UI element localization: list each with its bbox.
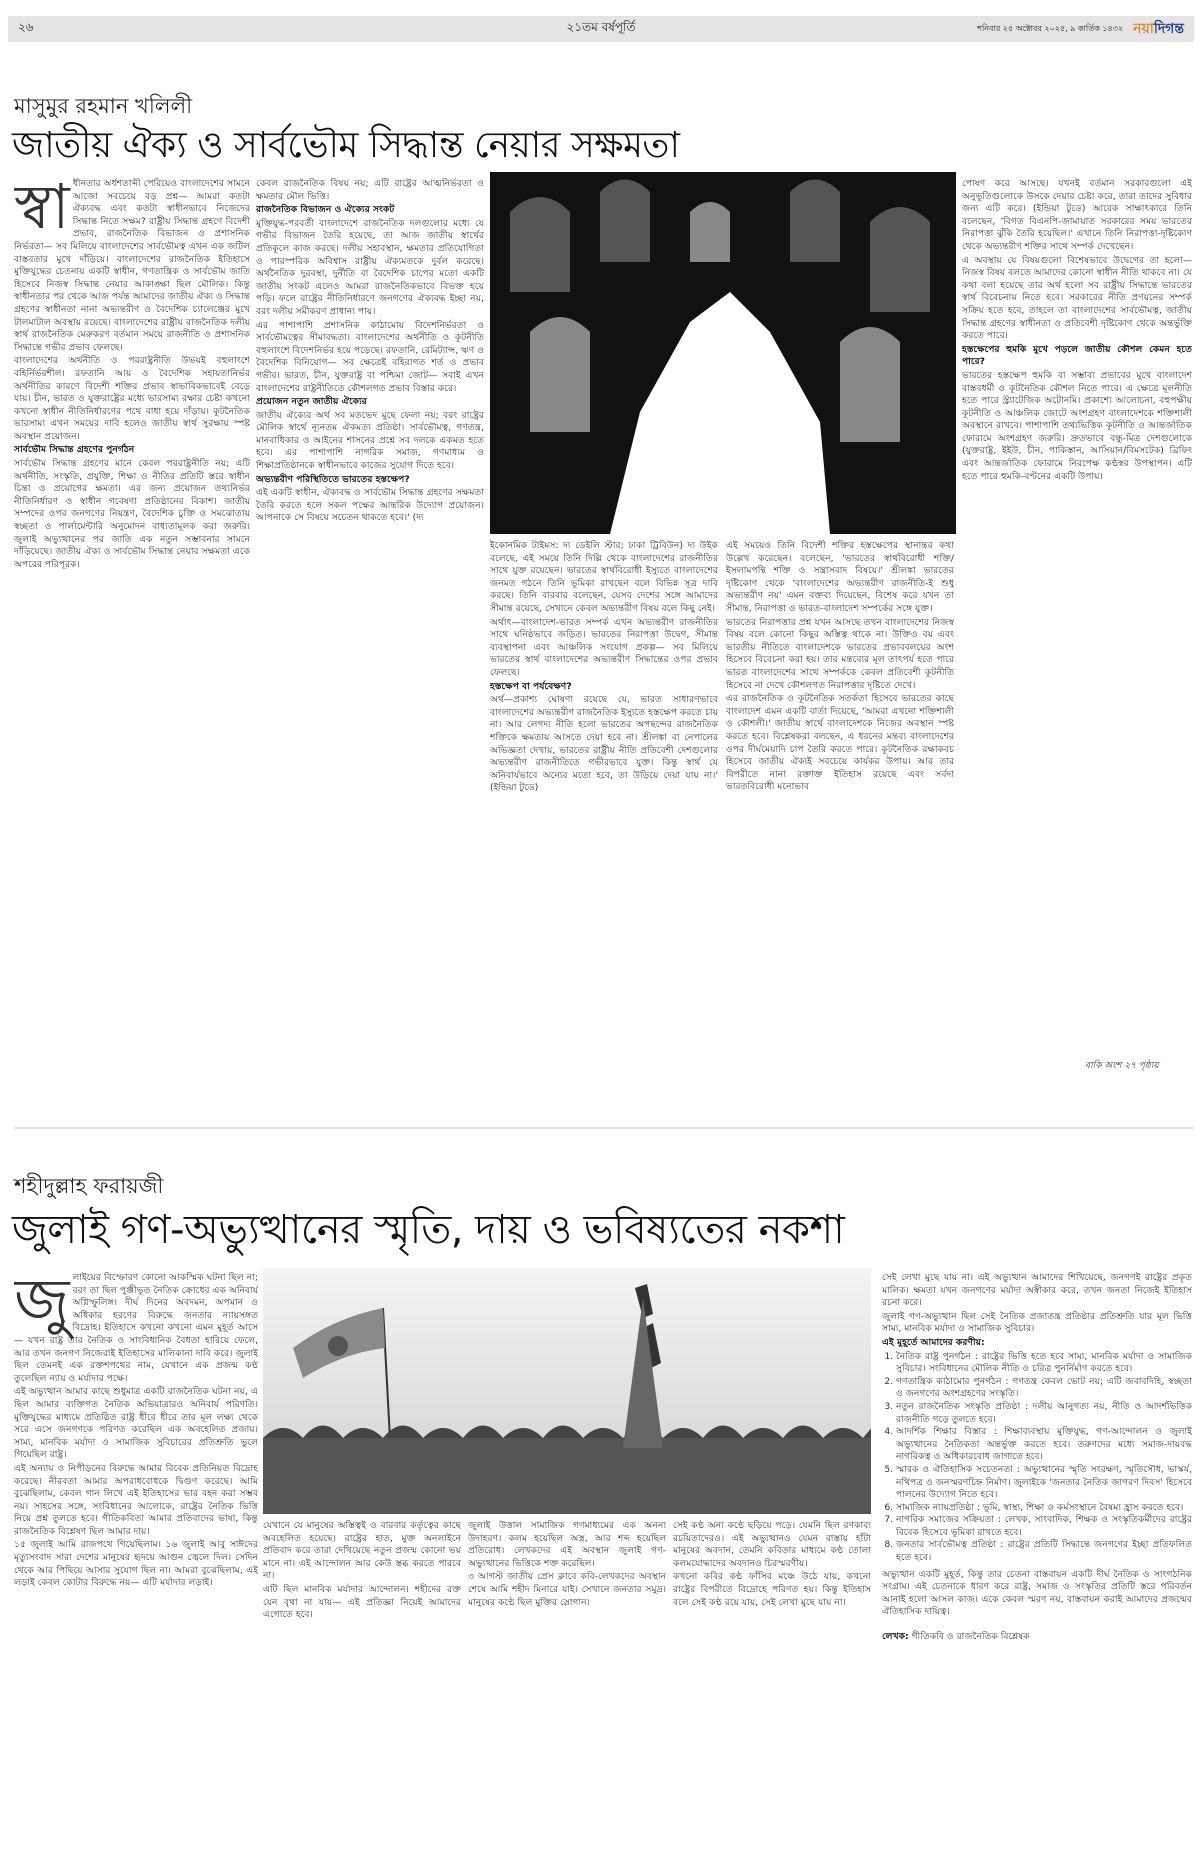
page-number: ২৬: [18, 20, 34, 34]
paragraph: এই অন্যায় ও নিপীড়নের বিরুদ্ধে আমার বিবেক প্রতিনিয়ত বিদ্রোহ করেছে। নীরবতা আমার অপরাধবোধকে দ্বিগুণ করেছে। আমি বুঝেছিলাম, কেবল গান লিখে এই ইতিহাসের ভার বহন করা সম্ভব নয়। সাহসের সঙ্গে, সংবিধানের আলোকে, রাষ্ট্রের নৈতিক ভিত্তি নিয়ে প্রশ্ন তুলতে হবে। গীতিকবিতা আমার প্রতিবাদের ভাষা, কিন্তু রাজনৈতিক বিশ্লেষণ ছিল আমার দায়।: [14, 1462, 258, 1537]
paragraph: অর্থ—প্রকাশ্য ঘোষণা রয়েছে যে, ভারত সাধারণভাবে বাংলাদেশের অভ্যন্তরীণ রাজনৈতিক ইস্যুতে হস্তক্ষেপ করতে চায় না। আর লেগদ্য নীতি হলো ভারতের অপছন্দের রাজনৈতিক শক্তিকে ক্ষমতায় আসতে দেয়া হবে না। শ্রীলঙ্কা বা নেপালের অভিজ্ঞতা দেখায়, ভারতের রাষ্ট্রীয় নীতি প্রতিবেশী দেশগুলোর অভ্যন্তরীণ রাজনীতিতে গভীরভাবে যুক্ত। কিন্তু স্বার্থ যে অনিবার্যভাবে অন্যের মতো হবে, তা উড়িয়ে দেয়া যায় না।' (ইন্ডিয়া টুডে): [490, 694, 718, 794]
paragraph: এই একটি স্বাধীন, ঐক্যবদ্ধ ও সার্বভৌম সিদ্ধান্ত গ্রহণের সক্ষমতা তৈরি করতে হলে সকল পক্ষের আন্তরিক উদ্যোগ প্রয়োজন। আপনাকে সে বিষয়ে সচেতন থাকতে হবে।' (দ্য: [256, 487, 484, 524]
paragraph: অর্থাৎ—বাংলাদেশ-ভারত সম্পর্ক এখন অভ্যন্তরীণ রাজনীতির সাথে ঘনিষ্ঠভাবে জড়িত। ভারতের নিরাপত্তা উদ্বেগ, সীমান্ত ব্যবস্থাপনা এবং আঞ্চলিক সংযোগ প্রকল্প— সব মিলিয়ে ভারতের স্বার্থ বাংলাদেশের অভ্যন্তরীণ সিদ্ধান্তের ওপর প্রভাব ফেলছে।: [490, 616, 718, 678]
subheading: অভ্যন্তরীণ পরিস্থিতিতে ভারতের হস্তক্ষেপ?: [256, 473, 410, 485]
paragraph: সার্বভৌম সিদ্ধান্ত গ্রহণের মানে কেবল পররাষ্ট্রনীতি নয়; এটি অর্থনীতি, সংস্কৃতি, প্রযুক্তি, শিক্ষা ও নীতির প্রতিটি স্তরে স্বাধীন চিন্তা ও প্রয়োগের ক্ষমতা। এর জন্য প্রয়োজন তথ্যনির্ভর নীতিনির্ধারণ ও স্বাধীন গবেষণা প্রতিষ্ঠানের বিকাশ। জাতীয় সম্পদের ওপর জনগণের নিয়ন্ত্রণ, বৈদেশিক চুক্তি ও সমঝোতায় স্বচ্ছতা ও পার্লামেন্টারি অনুমোদন বাধ্যতামূলক করা জরুরি। জুলাই অভ্যুত্থানের পর জাতি এক নতুন সম্ভাবনার সামনে দাঁড়িয়েছে। জাতীয় ঐক্য ও সার্বভৌম সিদ্ধান্ত নেয়ার সক্ষমতা একে অপরের পরিপূরক।: [14, 458, 250, 570]
author-note: লেখক: গীতিকবি ও রাজনৈতিক বিশ্লেষক: [882, 1631, 1030, 1643]
article2-col3: [468, 1520, 666, 1852]
subheading: সার্বভৌম সিদ্ধান্ত গ্রহণের পুনর্গঠন: [14, 444, 135, 456]
paragraph: ধীনতার অর্ধশতাব্দী পেরিয়েও বাংলাদেশের সামনে আজো সবচেয়ে বড় প্রশ্ন— আমরা কতটা ঐক্যবদ্ধ এবং কতটা স্বাধীনভাবে নিজেদের সিদ্ধান্ত নিতে সক্ষম? রাষ্ট্রীয় সিদ্ধান্ত গ্রহণে বিদেশী প্রভাব, রাজনৈতিক বিভাজন ও প্রশাসনিক নির্ভরতা— সব মিলিয়ে বাংলাদেশের সার্বভৌমত্ব এখন এক জটিল বাস্তবতার মুখে দাঁড়িয়ে। বাংলাদেশের রাজনৈতিক ইতিহাসে মুক্তিযুদ্ধের চেতনায় একটি স্বাধীন, গণতান্ত্রিক ও সার্বভৌম জাতি হিসেবে নিজস্ব সিদ্ধান্ত নেয়ার আকাঙ্ক্ষা ছিল মৌলিক। কিন্তু স্বাধীনতার পর থেকে আজ পর্যন্ত আমাদের জাতীয় ঐক্য ও সিদ্ধান্ত গ্রহণের স্বাধীনতা নানা অভ্যন্তরীণ ও বৈদেশিক চ্যালেঞ্জের মুখে টালমাটাল অবস্থায় রয়েছে। বাংলাদেশের রাষ্ট্রীয় রাজনৈতিক দলীয় স্বার্থ রাজনৈতিক মেরুকরণ বর্তমান সময়ে রাজনীতি ও প্রশাসনিক সিদ্ধান্তে গভীর প্রভাব ফেলছে।: [14, 178, 250, 353]
paragraph: এর পাশাপাশি প্রশাসনিক কাঠামোয় বিদেশনির্ভরতা ও সার্বভৌমত্বের সীমাবদ্ধতা। বাংলাদেশের অর্থনীতি ও কূটনীতি বহুলাংশে বিদেশনির্ভর হয়ে পড়েছে। রফতানি, রেমিট্যান্স, ঋণ ও বৈদেশিক বিনিয়োগ— সব ক্ষেত্রেই বহিরাগত শর্ত ও প্রভাব গভীর। ভারত, চীন, যুক্তরাষ্ট্র বা পশ্চিমা জোট— সবাই এখন বাংলাদেশের রাষ্ট্রনীতিতে কৌশলগত প্রভাব বিস্তার করে।: [256, 319, 484, 394]
action-item: 3. নতুন রাজনৈতিক সংস্কৃতি প্রতিষ্ঠা : দলীয় আনুগত্য নয়, নীতি ও আদর্শভিত্তিক রাজনীতি গড়ে তুলতে হবে।: [896, 1401, 1192, 1426]
article1-title: জাতীয় ঐক্য ও সার্বভৌম সিদ্ধান্ত নেয়ার সক্ষমতা: [12, 125, 680, 166]
paragraph: লাইয়ের বিস্ফোরণ কোনো আকস্মিক ঘটনা ছিল না; বরং তা ছিল পুঞ্জীভূত নৈতিক ক্রোধের এক অনিবার্য অগ্নিস্ফুলিঙ্গ। দীর্ঘ দিনের অবদমন, অপমান ও অধিকার হরণের বিরুদ্ধে জনতার ন্যায়সঙ্গত বিদ্রোহ। ইতিহাসে কখনো কখনো এমন মুহূর্ত আসে— যখন রাষ্ট্র তার নৈতিক ও সাংবিধানিক বৈধতা হারিয়ে ফেলে, আর তখন জনগণ নিজেরাই ইতিহাসের মালিকানা দাবি করে। জুলাই ছিল তেমনই এক রক্তশপথের নাম, যেখানে এক প্রজন্ম কণ্ঠ তুলেছিল ন্যায় ও মর্যাদার পক্ষে।: [14, 1272, 258, 1384]
action-item: 2. গণতান্ত্রিক কাঠামোর পুনর্গঠন : গণতন্ত্র কেবল ভোট নয়; এটি জবাবদিহি, স্বচ্ছতা ও জনগণের অংশগ্রহণের সংস্কৃতি।: [896, 1376, 1192, 1401]
article1-author: মাসুমুর রহমান খলিলী: [14, 94, 193, 118]
paragraph: ৩ আগস্ট জাতীয় প্রেস ক্লাবে কবি-লেখকদের অবস্থান শেষে আমি শহীদ মিনারে যাই। সেখানে জনতার সমুদ্র। মানুষের কণ্ঠে ছিল মুক্তির স্লোগান।: [468, 1571, 666, 1608]
paragraph: এ অবস্থায় যে বিষয়গুলো বিশেষভাবে উদ্বেগের তা হলো— নিজস্ব বিষয় বলতে আমাদের কোনো স্বাধীন নীতি থাকবে না। যে কথা বলা হয়েছে তার অর্থ হলো সব রাষ্ট্রীয় সিদ্ধান্তে ভারতের স্বার্থ বিবেচনায় নিতে হবে। সরকারের নীতি প্রণয়নের সম্পর্ক সক্রিয় হতে হবে, তাহলে তা বাংলাদেশের সার্বভৌমত্ব, জাতীয় সিদ্ধান্ত গ্রহণের স্বাধীনতা ও প্রতিবেশী দৃষ্টিকোণ থেকে অন্তর্ভুক্তি করতে পারে।: [962, 254, 1192, 342]
paragraph: যেখানে যে মানুষের অস্তিত্বই ও বারবার কর্তৃত্বের কাছে অবহেলিত হয়েছে। রাষ্ট্রের হাত, মুক্ত অনলাইনে প্রতিবাদ করে তারা দেখিয়েছে নতুন প্রজন্ম কোনো ভয় মানে না। এই আন্দোলন আর কেউ স্তব্ধ করতে পারবে না।: [263, 1520, 461, 1582]
action-item: 6. সামাজিক ন্যায়প্রতিষ্ঠা : ভূমি, স্বাস্থ্য, শিক্ষা ও কর্মসংস্থানে বৈষম্য হ্রাস করতে হবে।: [896, 1502, 1192, 1515]
action-list: [882, 1351, 1192, 1565]
article2-col5: [882, 1272, 1192, 1862]
paragraph: এই অভ্যুত্থান আমার কাছে শুধুমাত্র একটি রাজনৈতিক ঘটনা নয়, এ ছিল আমার ব্যক্তিগত নৈতিক অভিযাত্রারও অনিবার্য পরিণতি। মুক্তিযুদ্ধের মাধ্যমে প্রতিষ্ঠিত রাষ্ট্র ধীরে ধীরে তার মূল লক্ষ্য থেকে সরে এসে জনগণকে পরিণত করেছিল এক অবহেলিত প্রজায়। সাম্য, মানবিক মর্যাদা ও সামাজিক সুবিচারের প্রতিশ্রুতি ভুলে গিয়েছিল রাষ্ট্র।: [14, 1386, 258, 1461]
article1-col2: [256, 178, 484, 1058]
article1-col4: [726, 540, 954, 1060]
action-item: 4. আদর্শিক শিক্ষার বিস্তার : শিক্ষাব্যবস্থায় মুক্তিযুদ্ধ, গণ-আন্দোলন ও জুলাই অভ্যুত্থানের নৈতিকতা অন্তর্ভুক্ত করতে হবে। তরুণদের মধ্যে সমাজ-দায়বদ্ধ নাগরিকত্ব ও অধিকারবোধ জাগাতে হবে।: [896, 1426, 1192, 1464]
paragraph: জুলাই উত্তাল সামাজিক গণমাধ্যমের এক অনন্য উদাহরণ। কলম হয়েছিল অস্ত্র, আর শব্দ হয়েছিল প্রতিরোধ। লেখকদের এই অবস্থান জুলাই গণ-অভ্যুত্থানের ভিত্তিকে শক্ত করেছিল।: [468, 1520, 666, 1569]
paragraph: বাংলাদেশের অর্থনীতি ও পররাষ্ট্রনীতি উভয়ই বহুলাংশে বহির্নির্ভরশীল। রফতানি আয় ও বৈদেশিক সহায়তানির্ভর অর্থনীতির কারণে বিদেশী শক্তির প্রভাব স্বাভাবিকভাবেই বেড়ে যায়। চীন, ভারত ও যুক্তরাষ্ট্রের মধ্যে ভারসাম্য রক্ষার চেষ্টা কখনো কখনো স্বাধীন নীতিনির্ধারণের পথে বাধা হয়ে দাঁড়ায়। কূটনৈতিক ভারসাম্য এখন সময়ের দাবি হলেও জাতীয় স্বার্থ সুরক্ষায় স্পষ্ট অবস্থান প্রয়োজন।: [14, 355, 250, 442]
article1-col1: [14, 178, 250, 1058]
paragraph: এর রাজনৈতিক ও কূটনৈতিক সতর্কতা হিসেবে ভারতের কাছে বাংলাদেশ এমন একটি বার্তা দিয়েছে, 'আমরা এখনো শক্তিশালী ও কৌশলী।' জাতীয় স্বার্থে বাংলাদেশকে নিজের অবস্থান স্পষ্ট করতে হবে। বিশ্লেষকরা বলছেন, এ ধরনের মন্তব্য বাংলাদেশের ওপর দীর্ঘমেয়াদি চাপ তৈরি করতে পারে। কূটনৈতিক রক্ষাকবচ হিসেবে জাতীয় ঐক্যই সবচেয়ে কার্যকর উপায়। আর তার বিপরীতে নানা রক্তাক্ত ইতিহাস রয়েছে এবং সর্বদা ভারতবিরোধী মনোভাব: [726, 693, 954, 793]
action-item: 1. নৈতিক রাষ্ট্র পুনর্গঠন : রাষ্ট্রের ভিত্তি হতে হবে সাম্য, মানবিক মর্যাদা ও সামাজিক সুবিচার। সংবিধানের মৌলিক নীতি ও চরিত্র পুনর্নির্মাণ করতে হবে।: [896, 1351, 1192, 1376]
paragraph: ভারতের হস্তক্ষেপ হুমকি বা সম্ভাব্য প্রভাবের মুখে বাংলাদেশ বাস্তবধর্মী ও কূটনৈতিক কৌশল নিতে পারে। এ ক্ষেত্রে মূলনীতি হতে পারে স্ট্র্যাটেজিক অটোনমি। প্রকাশ্যে আলোচনা, বহুপক্ষীয় কূটনীতি ও আঞ্চলিক জোটে অংশগ্রহণ বাংলাদেশকে শক্তিশালী অবস্থানে রাখবে। পাশাপাশি তথ্যভিত্তিক কূটনীতি ও আন্তর্জাতিক ফোরামে অংশগ্রহণ জরুরি। দ্রুতভাবে বন্ধু-মিত্র দেশগুলোকে (যুক্তরাষ্ট্র, ইইউ, চীন, পাকিস্তান, আসিয়ান/বিমসটেক) ব্রিফিং এবং আন্তর্জাতিক ফোরামে নিরপেক্ষ কণ্ঠস্বর উপস্থাপন। এটি হতে পারে হুমকি-বণ্টনের একটি উপায়।: [962, 369, 1192, 482]
article2-col4: [673, 1520, 871, 1852]
article1-illustration: [490, 172, 956, 534]
article2-author: শহীদুল্লাহ ফরায়জী: [14, 1174, 164, 1198]
subheading: হস্তক্ষেপের হুমকি মুখে পড়লে জাতীয় কৌশল কেমন হতে পারে?: [962, 343, 1192, 368]
paragraph: জুলাই গণ-অভ্যুত্থান ছিল সেই নৈতিক প্রজাতন্ত্র প্রতিষ্ঠার প্রতিশ্রুতি যার মূল ভিত্তি সাম্য, মানবিক মর্যাদা ও সামাজিক সুবিচার।: [882, 1310, 1192, 1335]
article1-col5: [962, 178, 1192, 1048]
paragraph: ভারতের নিরাপত্তার প্রশ্ন যখন আসছে তখন বাংলাদেশের নিজস্ব বিষয় বলে কোনো কিছুর অস্তিত্ব থাকে না। উক্তিও বয় এবং ভারতীয় নীতিতে বাংলাদেশকে ভারতের প্রভাববলয়ের অংশ হিসেবে বিবেচনা করা হয়। তার মন্তব্যের মূল তাৎপর্য হতে পারে ভারত বাংলাদেশের সাথে সম্পর্ককে কেবল প্রতিবেশী কূটনীতি হিসেবে না দেখে কৌশলগত নিরাপত্তার দৃষ্টিতে দেখে।: [726, 616, 954, 691]
paragraph: এটি ছিল মানবিক মর্যাদার আন্দোলন। শহীদের রক্ত যেন বৃথা না যায়— এই প্রতিজ্ঞা নিয়েই আমাদের এগোতে হবে।: [263, 1583, 461, 1621]
newspaper-logo: নয়াদিগন্ত: [1133, 21, 1184, 37]
article2-title: জুলাই গণ-অভ্যুত্থানের স্মৃতি, দায় ও ভবিষ্যতের নকশা: [12, 1207, 845, 1253]
section-title: ২১তম বর্ষপূর্তি: [566, 20, 636, 34]
section-divider: [14, 1127, 1194, 1129]
paragraph: পোষণ করে আসছে। যখনই বর্তমান সরকারগুলো এই অনুভূতিগুলোকে উসকে দেয়ার চেষ্টা করে, তারা তাদের সুবিধার জন্য এটি করে। (ইন্ডিয়া টুডে) আরেক সাক্ষাৎকারে তিনি বলেছেন, 'বিগত বিএনপি-জামায়াত সরকারের সময় ভারতের নিরাপত্তা ঝুঁকি তৈরি হয়েছিল।' এখানে তিনি নিরাপত্তা-দৃষ্টিকোণ থেকে অভ্যন্তরীণ শক্তির সাথে সম্পর্ক দেখেছেন।: [962, 178, 1192, 252]
paragraph: সেই লেখা মুছে যায় না। এই অভ্যুত্থান আমাদের শিখিয়েছে, জনগণই রাষ্ট্রের প্রকৃত মালিক। ক্ষমতা যখন জনগণের মর্যাদা অস্বীকার করে, তখন জনতা নিজেই ইতিহাস রচনা করে।: [882, 1272, 1192, 1309]
conclusion: অভ্যুত্থান একটি মুহূর্ত, কিন্তু তার চেতনা বাস্তবায়ন একটি দীর্ঘ নৈতিক ও সাংগঠনিক সংগ্রাম। এই চেতনাকে ধারণ করে রাষ্ট্র, সমাজ ও সংস্কৃতির প্রতিটি স্তরে পরিবর্তন আনাই হলো আসল কাজ। একে কেবল স্মরণ নয়, বাস্তবায়ন করাই আমাদের প্রজন্মের ঐতিহাসিক দায়িত্ব।: [882, 1568, 1192, 1618]
action-item: 8. জনতার সার্বভৌমত্ব প্রতিষ্ঠা : রাষ্ট্রের প্রতিটি সিদ্ধান্তে জনগণের ইচ্ছা প্রতিফলিত হতে হবে।: [896, 1539, 1192, 1564]
article1-dropcap: স্বা: [14, 178, 70, 243]
continued-note: বাকি অংশ ২৭ পৃষ্ঠায়: [1085, 1061, 1159, 1071]
paragraph: ইকোনমিক টাইমস: দ্য ডেইলি স্টার; ঢাকা ট্রিবিউন) দ্য উইক বলেছে, এই সময়ে তিনি দিল্লি থেকে বাংলাদেশের রাজনীতির সাথে যুক্ত রয়েছেন। ভারতের স্বার্থবিরোধী ইস্যুতে বাংলাদেশের জনমত গঠনে তিনি ভূমিকা রাখছেন বলে বিভিন্ন সূত্র দাবি করছে। তিনি বারবার বলেছেন, যেসব দেশের সঙ্গে আমাদের সীমান্ত রয়েছে, সেখানে কেবল অভ্যন্তরীণ বিষয় বলে কিছু নেই।: [490, 540, 718, 614]
paragraph: জাতীয় ঐক্যের অর্থ সব মতভেদ মুছে ফেলা নয়; বরং রাষ্ট্রের মৌলিক স্বার্থে ন্যূনতম ঐকমত্য প্রতিষ্ঠা। সার্বভৌমত্ব, গণতন্ত্র, মানবাধিকার ও আইনের শাসনের প্রশ্নে সব দলকে একমত হতে হবে। এর পাশাপাশি নাগরিক সমাজ, গণমাধ্যম ও শিক্ষাপ্রতিষ্ঠানকে স্বাধীনভাবে কাজের সুযোগ দিতে হবে।: [256, 409, 484, 472]
page-header: [8, 16, 1194, 42]
subheading: রাজনৈতিক বিভাজন ও ঐক্যের সংকট: [256, 204, 395, 216]
subheading: প্রয়োজন নতুন জাতীয় ঐক্যের: [256, 396, 367, 408]
subheading: এই মুহূর্তে আমাদের করণীয়:: [882, 1336, 985, 1348]
article2-protest-photo: [263, 1268, 871, 1514]
issue-date: শনিবার ২৫ অক্টোবর ২০২৫, ৯ কার্তিক ১৪৩২: [977, 23, 1124, 33]
paragraph: সেই কণ্ঠ অন্য কণ্ঠে ছড়িয়ে পড়ে। যেমনি ছিল রণকাব্য রচয়িতাদেরও। এই অভ্যুত্থানও যেমন রাস্তায় হাঁটা মানুষের অবদান, তেমনি কবিতার মাধ্যমে কণ্ঠ তোলা কলমযোদ্ধাদের অবদানও চিরস্মরণীয়।: [673, 1520, 871, 1569]
article1-col3: [490, 540, 718, 1060]
subheading: হস্তক্ষেপ বা পর্যবেক্ষণ?: [490, 680, 572, 692]
article2-dropcap: জু: [14, 1272, 70, 1337]
paragraph: কেবল রাজনৈতিক বিষয় নয়; এটি রাষ্ট্রের আত্মনির্ভরতা ও ক্ষমতার মৌল ভিত্তি।: [256, 178, 484, 202]
paragraph: কখনো কবির কণ্ঠ ফাঁসির মঞ্চে উঠে যায়, কখনো রাষ্ট্রের বিপরীতে বিদ্রোহে পরিণত হয়। কিন্তু ইতিহাস বলে সেই কণ্ঠ রয়ে যায়, সেই লেখা মুছে যায় না।: [673, 1571, 871, 1608]
article2-col1: [14, 1272, 258, 1852]
paragraph: ১৫ জুলাই আমি রাজপথে গিয়েছিলাম। ১৬ জুলাই আবু সাঈদের মৃত্যুসংবাদ সারা দেশের মানুষের হৃদয়ে আগুন জ্বেলে দিল। সেদিন থেকে আর পিছিয়ে আসার সুযোগ ছিল না। আমরা বুঝেছিলাম, এই লড়াই কেবল কোটার বিরুদ্ধে নয়— এটি মর্যাদার লড়াই।: [14, 1539, 258, 1589]
action-item: 5. স্মারক ও ঐতিহাসিক সচেতনতা : অভ্যুত্থানের স্মৃতি সংরক্ষণ, স্মৃতিসৌধ, ভাস্কর্য, নথিপত্র ও জনস্মরণচিহ্ন নির্মাণ। জুলাইকে 'জনতার নৈতিক জাগরণ দিবস' হিসেবে পালনের উদ্যোগ নিতে হবে।: [896, 1464, 1192, 1502]
paragraph: মুক্তিযুদ্ধ-পরবর্তী বাংলাদেশে রাজনৈতিক দলগুলোর মধ্যে যে গভীর বিভাজন তৈরি হয়েছে, তা আজ জাতীয় স্বার্থের প্রতিকূলে কাজ করছে। দলীয় সহাবস্থান, ক্ষমতার প্রতিযোগিতা ও পারস্পরিক অবিশ্বাস রাষ্ট্রীয় ঐক্যমতকে দুর্বল করেছে। অর্থনৈতিক দুরবস্থা, দুর্নীতি বা বৈদেশিক চাপের মতো একটি জাতীয় সংকট এলেও আমরা রাজনৈতিকভাবে বিভক্ত হয়ে পড়ি। ফলে রাষ্ট্রের নীতিনির্ধারণে জনগণের ঐক্যবদ্ধ ইচ্ছা নয়, বরং দলীয় সমীকরণ প্রাধান্য পায়।: [256, 217, 484, 317]
article2-col2: [263, 1520, 461, 1852]
paragraph: এই সময়েও তিনি বিদেশী শক্তির হস্তক্ষেপের স্থানান্তর কথা উল্লেখ করেছেন। বলেছেন, 'ভারতের স্বার্থবিরোধী শক্তি/ইসলামপন্থি শক্তি ও সন্ত্রাসবাদ বিষয়ে।' শ্রীলঙ্কা ভারতের দৃষ্টিকোণ থেকে 'বাংলাদেশের অভ্যন্তরীণ রাজনীতি-ই শুধু অভ্যন্তরীণ নয়' এমন বক্তব্য দিয়েছেন, বিশেষ করে যখন তা সীমান্ত, নিরাপত্তা ও ভারত-বাংলাদেশ সম্পর্কের সঙ্গে যুক্ত।: [726, 540, 954, 614]
action-item: 7. নাগরিক সমাজের সক্রিয়তা : লেখক, সাংবাদিক, শিক্ষক ও সংস্কৃতিকর্মীদের রাষ্ট্রের বিবেক হিসেবে ভূমিকা রাখতে হবে।: [896, 1514, 1192, 1539]
